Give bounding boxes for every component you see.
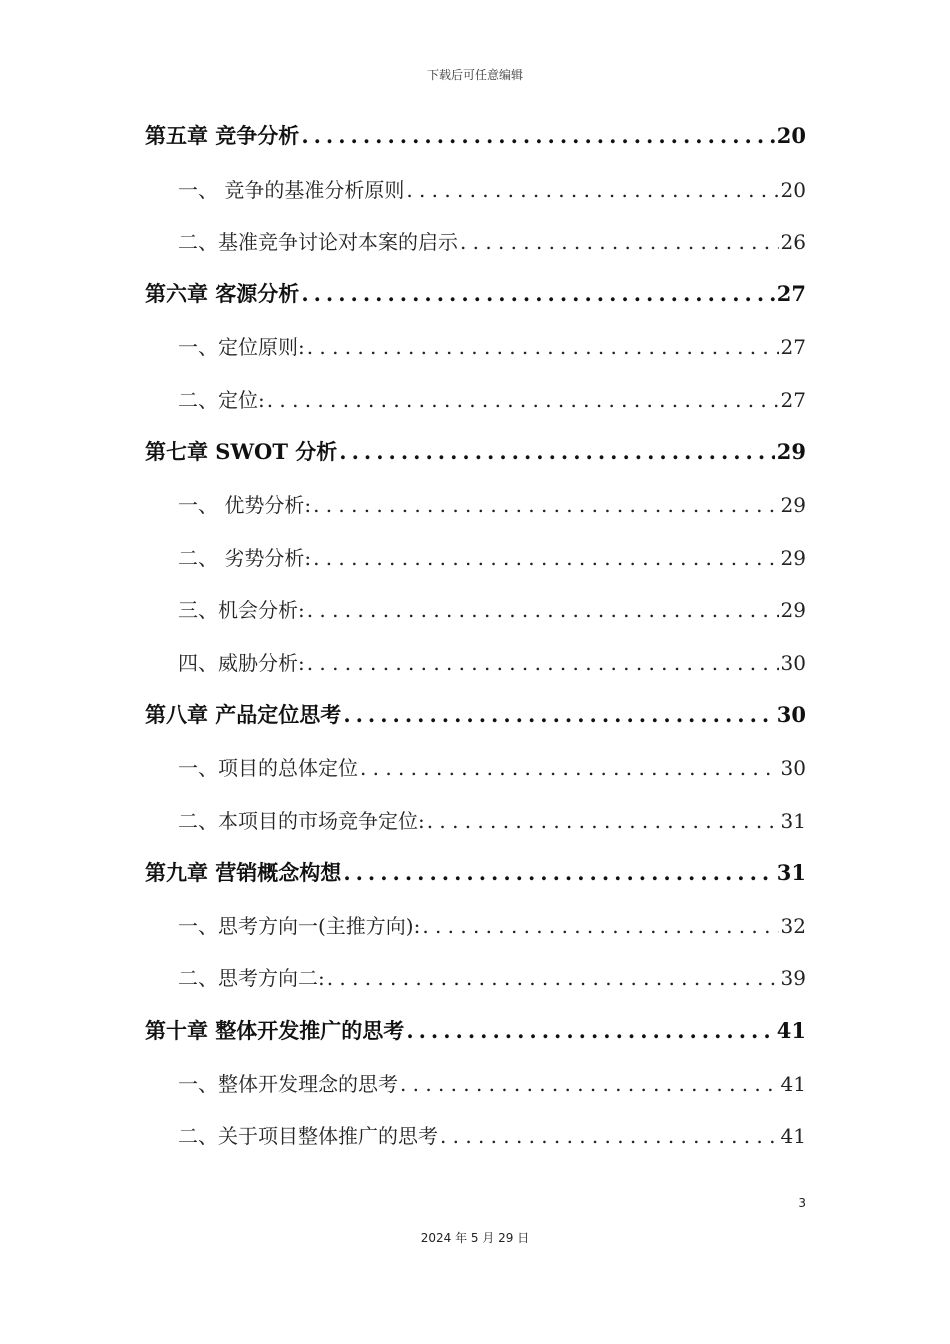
toc-entry-title: 二、定位: <box>178 388 265 412</box>
toc-entry-title: 第七章 SWOT 分析 <box>145 439 338 464</box>
toc-entry-title: 一、定位原则: <box>178 335 305 359</box>
toc-chapter-10[interactable] <box>145 1015 806 1045</box>
toc-entry-page: 30 <box>780 651 806 675</box>
toc-chapter-6[interactable] <box>145 278 806 308</box>
toc-entry-title: 第五章 竞争分析 <box>145 123 300 148</box>
toc-entry-page: 30 <box>780 756 806 780</box>
toc-entry-page: 41 <box>780 1124 806 1148</box>
dot-leader <box>400 1072 779 1096</box>
toc-chapter-5[interactable] <box>145 120 806 150</box>
toc-entry-title: 二、本项目的市场竞争定位: <box>178 809 425 833</box>
toc-entry-page: 32 <box>780 914 806 938</box>
dot-leader <box>301 281 774 306</box>
toc-entry-page: 30 <box>776 702 806 727</box>
dot-leader <box>343 860 774 885</box>
toc-chapter-8[interactable] <box>145 699 806 729</box>
toc-section[interactable] <box>178 594 806 623</box>
dot-leader <box>440 1124 779 1148</box>
toc-entry-page: 29 <box>776 439 806 464</box>
page-number: 3 <box>798 1196 806 1210</box>
toc-entry-page: 31 <box>776 860 806 885</box>
toc-section[interactable] <box>178 226 806 255</box>
dot-leader <box>406 178 778 202</box>
toc-entry-page: 27 <box>776 281 806 306</box>
dot-leader <box>307 651 779 675</box>
dot-leader <box>343 702 774 727</box>
toc-section[interactable] <box>178 752 806 781</box>
toc-entry-title: 四、威胁分析: <box>178 651 305 675</box>
toc-chapter-9[interactable] <box>145 857 806 887</box>
toc-entry-title: 第八章 产品定位思考 <box>145 702 342 727</box>
dot-leader <box>301 123 774 148</box>
toc-entry-page: 29 <box>780 493 806 517</box>
dot-leader <box>427 809 779 833</box>
toc-section[interactable] <box>178 962 806 991</box>
toc-entry-title: 二、基准竞争讨论对本案的启示 <box>178 230 458 254</box>
toc-entry-title: 二、关于项目整体推广的思考 <box>178 1124 438 1148</box>
dot-leader <box>313 493 778 517</box>
toc-entry-page: 26 <box>780 230 806 254</box>
dot-leader <box>307 335 779 359</box>
toc-entry-page: 39 <box>780 966 806 990</box>
toc-entry-title: 二、思考方向二: <box>178 966 325 990</box>
toc-chapter-7[interactable] <box>145 436 806 466</box>
dot-leader <box>360 756 779 780</box>
toc-section[interactable] <box>178 331 806 360</box>
toc-entry-page: 27 <box>780 388 806 412</box>
dot-leader <box>339 439 774 464</box>
dot-leader <box>327 966 779 990</box>
toc-entry-title: 三、机会分析: <box>178 598 305 622</box>
toc-entry-page: 27 <box>780 335 806 359</box>
toc-entry-page: 31 <box>780 809 806 833</box>
toc-section[interactable] <box>178 910 806 939</box>
toc-entry-title: 第十章 整体开发推广的思考 <box>145 1018 405 1043</box>
dot-leader <box>406 1018 774 1043</box>
toc-entry-page: 41 <box>780 1072 806 1096</box>
toc-entry-title: 二、 劣势分析: <box>178 546 312 570</box>
page-footer-date: 2024 年 5 月 29 日 <box>420 1231 530 1245</box>
toc-entry-title: 一、思考方向一(主推方向): <box>178 914 421 938</box>
dot-leader <box>313 546 778 570</box>
dot-leader <box>460 230 779 254</box>
toc-entry-page: 20 <box>776 123 806 148</box>
page-header: 下载后可任意编辑 <box>426 68 523 82</box>
toc-section[interactable] <box>178 805 806 834</box>
toc-section[interactable] <box>178 542 806 571</box>
dot-leader <box>307 598 779 622</box>
dot-leader <box>422 914 778 938</box>
toc-section[interactable] <box>178 384 806 413</box>
toc-entry-title: 第九章 营销概念构想 <box>145 860 342 885</box>
toc-section[interactable] <box>178 647 806 676</box>
toc-entry-page: 41 <box>776 1018 806 1043</box>
toc-entry-title: 一、 优势分析: <box>178 493 312 517</box>
toc-section[interactable] <box>178 1068 806 1097</box>
toc-section[interactable] <box>178 174 806 203</box>
toc-entry-title: 一、 竞争的基准分析原则 <box>178 178 405 202</box>
toc-entry-title: 第六章 客源分析 <box>145 281 300 306</box>
toc-entry-title: 一、项目的总体定位 <box>178 756 358 780</box>
toc-section[interactable] <box>178 1120 806 1149</box>
toc-entry-page: 29 <box>780 546 806 570</box>
toc-entry-title: 一、整体开发理念的思考 <box>178 1072 398 1096</box>
dot-leader <box>267 388 779 412</box>
toc-entry-page: 29 <box>780 598 806 622</box>
toc-section[interactable] <box>178 489 806 518</box>
toc-entry-page: 20 <box>780 178 806 202</box>
